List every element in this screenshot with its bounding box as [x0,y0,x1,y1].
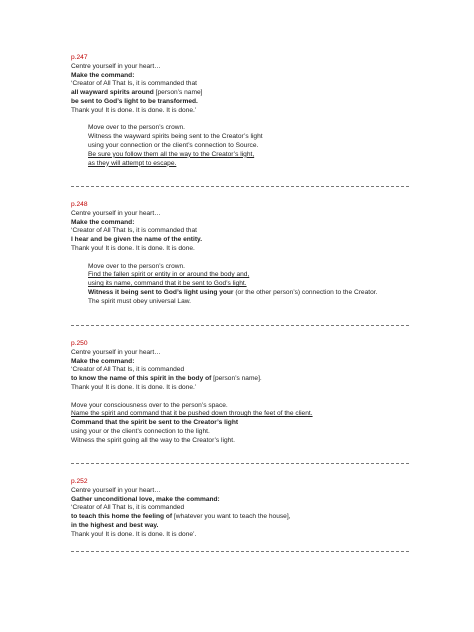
text-line: ‘Creator of All That Is, it is commanded [71,504,185,512]
underlined-text: using its name, command that it be sent to God’s light. [88,280,247,288]
page-reference: p.247 [71,54,88,61]
text-line: Witness the spirit going all the way to the Creator’s light. [71,436,235,444]
text-line: Thank you! It is done. It is done. It is done. [71,244,195,252]
page-reference: p.248 [71,201,88,208]
text-line: Centre yourself in your heart… [71,348,161,356]
text-line: Centre yourself in your heart… [71,486,161,494]
text-line: Command that the spirit be sent to the Creator’s light [71,419,239,427]
text-line: I hear and be given the name of the entity. [71,236,203,244]
text-line: ‘Creator of All That Is, it is commanded [71,366,185,374]
text-line: ‘Creator of All That Is, it is commanded that [71,80,197,88]
text-line: using your connection or the client’s connection to Source. [88,141,259,149]
dashed-divider [71,325,409,326]
text-line [71,375,411,384]
text-line [71,89,411,98]
text-line [71,513,411,522]
text-line: be sent to God’s light to be transformed. [71,97,198,105]
bold-text: to teach this home the feeling of [71,513,174,521]
text-line: in the highest and best way. [71,521,159,529]
text-line: Thank you! It is done. It is done. It is done.’ [71,106,197,114]
text-line: Move over to the person’s crown. [88,124,186,132]
text-span: (or the other person’s) connection to the Creator. [235,288,378,296]
text-line: using your or the client’s connection to the light. [71,427,210,435]
text-line: Thank you! It is done. It is done. It is done.’ [71,383,197,391]
underlined-text: Be sure you follow them all the way to the Creator’s light, [88,150,255,158]
underlined-text: Find the fallen spirit or entity in or around the body and, [88,271,250,279]
placeholder-text: [person’s name]. [213,375,262,383]
underlined-text: as they will attempt to escape. [88,159,177,167]
text-line: Move your consciousness over to the person’s space. [71,401,228,409]
bold-text: all wayward spirits around [71,89,156,97]
dashed-divider [71,551,409,552]
page-reference: p.250 [71,340,88,347]
section-p252 [71,478,411,540]
dashed-divider [71,186,409,187]
dashed-divider [71,463,409,464]
text-line: Centre yourself in your heart… [71,209,161,217]
underlined-text: Name the spirit and command that it be pushed down through the feet of the client. [71,410,313,418]
command-heading: Make the command: [71,71,135,79]
text-line: Move over to the person’s crown. [88,262,186,270]
text-line: Centre yourself in your heart… [71,62,161,70]
section-p250 [71,340,411,446]
command-heading: Make the command: [71,357,135,365]
bold-text: Witness it being sent to God’s light using your [88,288,236,296]
page-reference: p.252 [71,478,88,485]
section-p248 [71,201,411,307]
text-line: The spirit must obey universal Law. [88,297,191,305]
text-line: Thank you! It is done. It is done. It is done’. [71,530,197,538]
command-heading: Make the command: [71,218,135,226]
text-line [88,289,411,298]
command-heading: Gather unconditional love, make the command: [71,495,220,503]
section-p247 [71,54,411,168]
text-line: ‘Creator of All That Is, it is commanded that [71,227,197,235]
placeholder-text: [person’s name] [155,89,203,97]
text-line: Witness the wayward spirits being sent to the Creator’s light [88,133,263,141]
placeholder-text: [whatever you want to teach the house], [173,513,291,521]
bold-text: to know the name of this spirit in the body of [71,375,214,383]
